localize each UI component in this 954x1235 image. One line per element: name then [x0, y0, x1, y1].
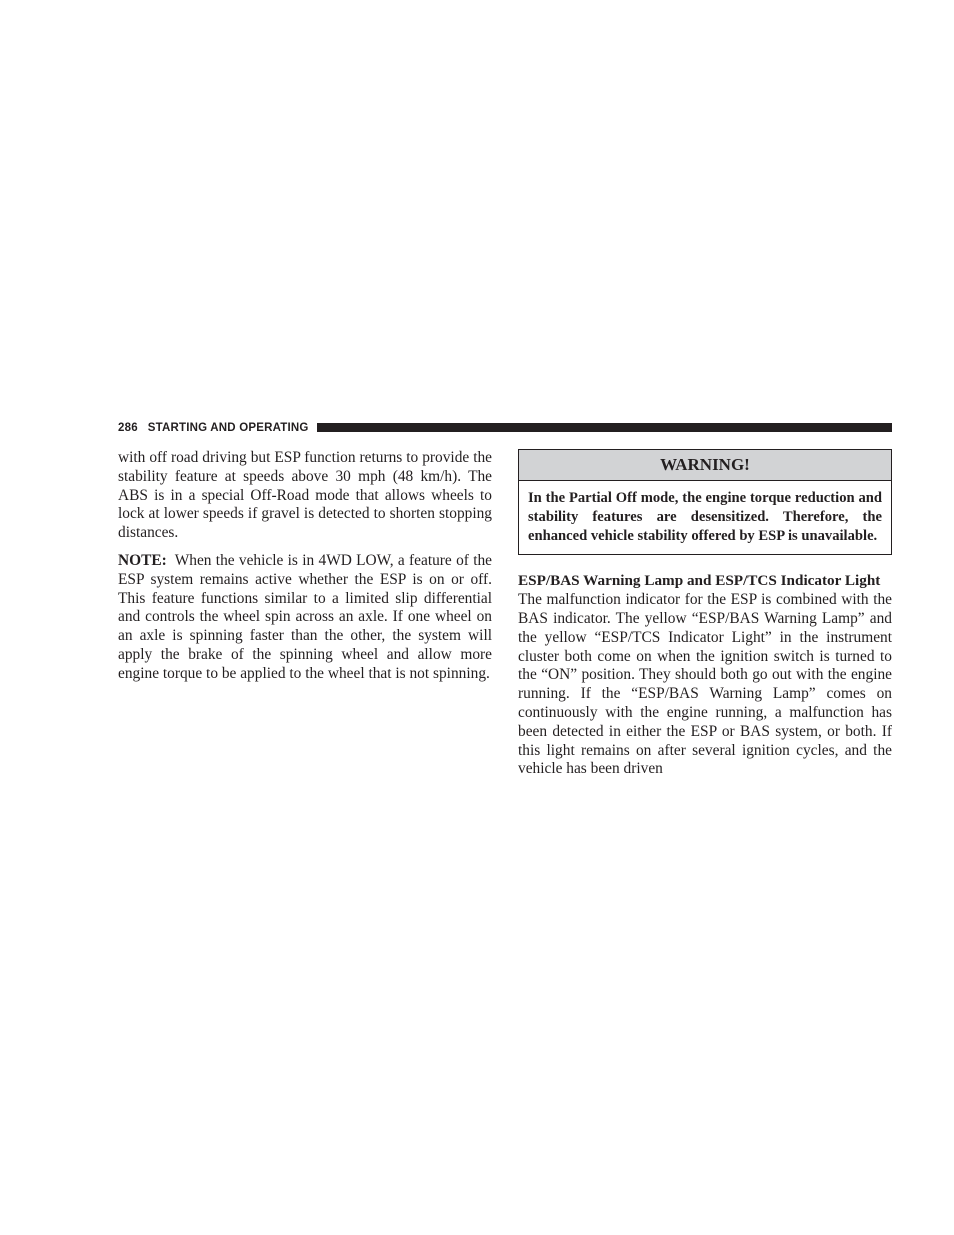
note-paragraph	[118, 552, 492, 684]
esp-bas-paragraph: The malfunction indicator for the ESP is combined with the BAS indicator. The yellow “ESP/BAS Warning Lamp” and the yellow “ESP/TCS Indicator Light” in the instrument cluster both come on when the ignition switch is turned to the “ON” position. They should both go out with the engine running. If the “ESP/BAS Warning Lamp” comes on continuously with the engine running, a malfunction has been detected in either the ESP or BAS system, or both. If this light remains on after several ignition cycles, and the vehicle has been driven	[518, 591, 892, 778]
esp-bas-subheading: ESP/BAS Warning Lamp and ESP/TCS Indicator Light	[518, 572, 881, 590]
right-column	[518, 449, 892, 779]
note-label: NOTE:	[118, 551, 167, 569]
warning-title: WARNING!	[519, 450, 891, 481]
page-header	[118, 419, 892, 436]
paragraph-off-road: with off road driving but ESP function returns to provide the stability feature at speeds above 30 mph (48 km/h). The ABS is in a special Off-Road mode that allows wheels to lock at lower speeds if gravel is detected to shorten stopping distances.	[118, 449, 492, 542]
header-rule	[317, 423, 892, 432]
section-title: STARTING AND OPERATING	[147, 421, 309, 434]
warning-box	[518, 449, 892, 555]
warning-text: In the Partial Off mode, the engine torque reduction and stability features are desensitized. Therefore, the enhanced vehicle stability offered by ESP is unavailable.	[528, 490, 882, 544]
page-number: 286	[118, 421, 138, 434]
left-column	[118, 449, 492, 684]
note-text: When the vehicle is in 4WD LOW, a feature of the ESP system remains active whether the ESP is on or off. This feature functions similar to a limited slip differential and controls the wheel spin across an axle. If one wheel on an axle is spinning faster than the other, the system will apply the brake of the spinning wheel and allow more engine torque to be applied to the wheel that is not spinning.	[118, 551, 492, 682]
